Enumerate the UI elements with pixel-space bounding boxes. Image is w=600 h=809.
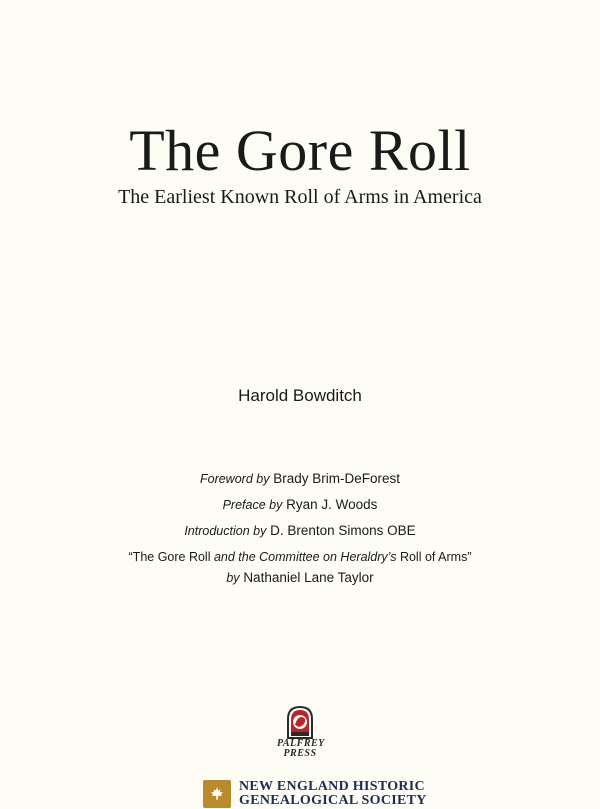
introduction-label: Introduction by <box>184 524 267 538</box>
foreword-label: Foreword by <box>199 472 270 486</box>
credits <box>0 466 600 587</box>
preface-name: Ryan J. Woods <box>286 497 378 512</box>
foreword-name: Brady Brim-DeForest <box>273 471 401 486</box>
title-block <box>0 118 600 209</box>
nehgs-mark <box>203 780 231 808</box>
maple-leaf-icon <box>209 786 225 802</box>
preface-label: Preface by <box>222 498 283 512</box>
foreword-credit <box>0 466 600 492</box>
essay-credit <box>0 548 600 566</box>
essay-by-label: by <box>226 571 240 585</box>
essay-title-part1: “The Gore Roll <box>128 550 214 564</box>
essay-title-part2: and the Committee on Heraldry’s <box>213 550 397 564</box>
preface-credit <box>0 492 600 518</box>
essay-author-name: Nathaniel Lane Taylor <box>243 570 374 585</box>
nehgs-logo <box>203 776 427 808</box>
essay-author-credit <box>0 569 600 587</box>
palfrey-press-emblem-icon <box>285 705 315 739</box>
palfrey-name-line2: PRESS <box>283 748 317 759</box>
nehgs-name-line1: NEW ENGLAND HISTORIC <box>239 779 425 794</box>
book-title: The Gore Roll <box>129 118 471 183</box>
author-name: Harold Bowditch <box>238 386 362 405</box>
essay-title-part3: Roll of Arms” <box>396 550 472 564</box>
nehgs-name-line2: GENEALOGICAL SOCIETY <box>239 793 427 808</box>
palfrey-press-logo <box>277 705 323 759</box>
book-subtitle: The Earliest Known Roll of Arms in America <box>118 186 482 208</box>
introduction-credit <box>0 518 600 544</box>
palfrey-name-line1: PALFREY <box>277 738 325 749</box>
introduction-name: D. Brenton Simons OBE <box>270 523 416 538</box>
